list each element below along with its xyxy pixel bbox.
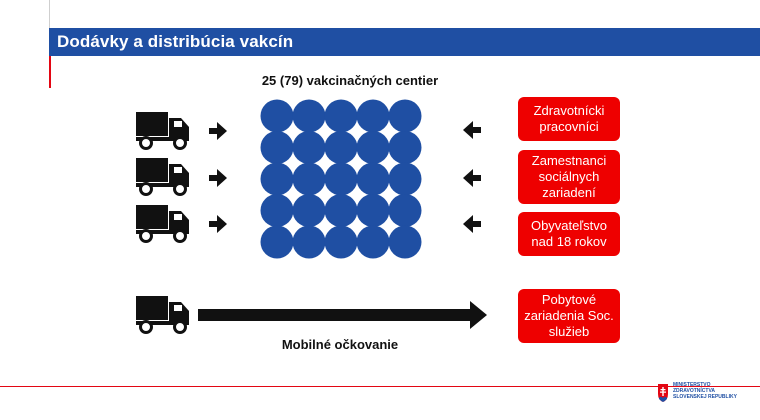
truck-icon (136, 158, 189, 195)
vaccination-center-circle (325, 131, 358, 164)
arrow-left-icon (463, 215, 481, 233)
vaccination-center-circle (261, 100, 294, 133)
vaccination-center-circle (357, 226, 390, 259)
vaccination-center-circle (261, 163, 294, 196)
vaccination-center-circle (261, 131, 294, 164)
long-arrow-icon (198, 301, 487, 329)
vaccination-center-circle (325, 226, 358, 259)
arrow-right-icon (209, 215, 227, 233)
target-box-label: Obyvateľstvo nad 18 rokov (530, 218, 608, 249)
logo-line: SLOVENSKEJ REPUBLIKY (673, 394, 737, 400)
vaccination-center-circle (389, 194, 422, 227)
vaccination-center-circle (357, 131, 390, 164)
truck-icon (136, 296, 189, 333)
target-box (518, 97, 620, 141)
vaccination-center-circle (357, 163, 390, 196)
vaccination-centers-title: 25 (79) vakcinačných centier (261, 73, 439, 88)
target-box (518, 212, 620, 256)
vaccination-center-circle (293, 100, 326, 133)
vaccination-center-circle (357, 194, 390, 227)
vaccination-center-circle (261, 194, 294, 227)
target-box-label: Zdravotnícki pracovníci (533, 103, 605, 134)
vaccination-center-circle (261, 226, 294, 259)
vaccination-center-circle (325, 163, 358, 196)
arrow-left-icon (463, 121, 481, 139)
arrow-right-icon (209, 122, 227, 140)
target-box (518, 150, 620, 204)
arrow-left-icon (463, 169, 481, 187)
logo-line: MINISTERSTVO (673, 382, 711, 388)
target-box-label: Zamestnanci sociálnych zariadení (531, 153, 607, 200)
mobile-vaccination-label: Mobilné očkovanie (281, 337, 399, 352)
vaccination-center-circle (389, 131, 422, 164)
footer-divider (0, 386, 760, 387)
vaccination-center-circle (293, 131, 326, 164)
vaccination-center-circle (389, 226, 422, 259)
slide-title: Dodávky a distribúcia vakcín (57, 32, 294, 51)
vaccination-center-circle (293, 194, 326, 227)
arrow-right-icon (209, 169, 227, 187)
vaccination-center-circle (325, 194, 358, 227)
vaccination-center-circle (389, 100, 422, 133)
vaccination-center-circle (389, 163, 422, 196)
target-box (518, 289, 620, 343)
truck-icon (136, 205, 189, 242)
truck-icon (136, 112, 189, 149)
ministry-logo-text (673, 382, 753, 400)
vaccination-center-circle (293, 163, 326, 196)
target-box-label: Pobytové zariadenia Soc. služieb (524, 292, 614, 339)
vaccination-center-circle (325, 100, 358, 133)
logo-line: ZDRAVOTNÍCTVA (673, 388, 716, 394)
vaccination-center-circle (293, 226, 326, 259)
vaccination-center-circle (357, 100, 390, 133)
vaccination-centers-grid (261, 100, 422, 259)
